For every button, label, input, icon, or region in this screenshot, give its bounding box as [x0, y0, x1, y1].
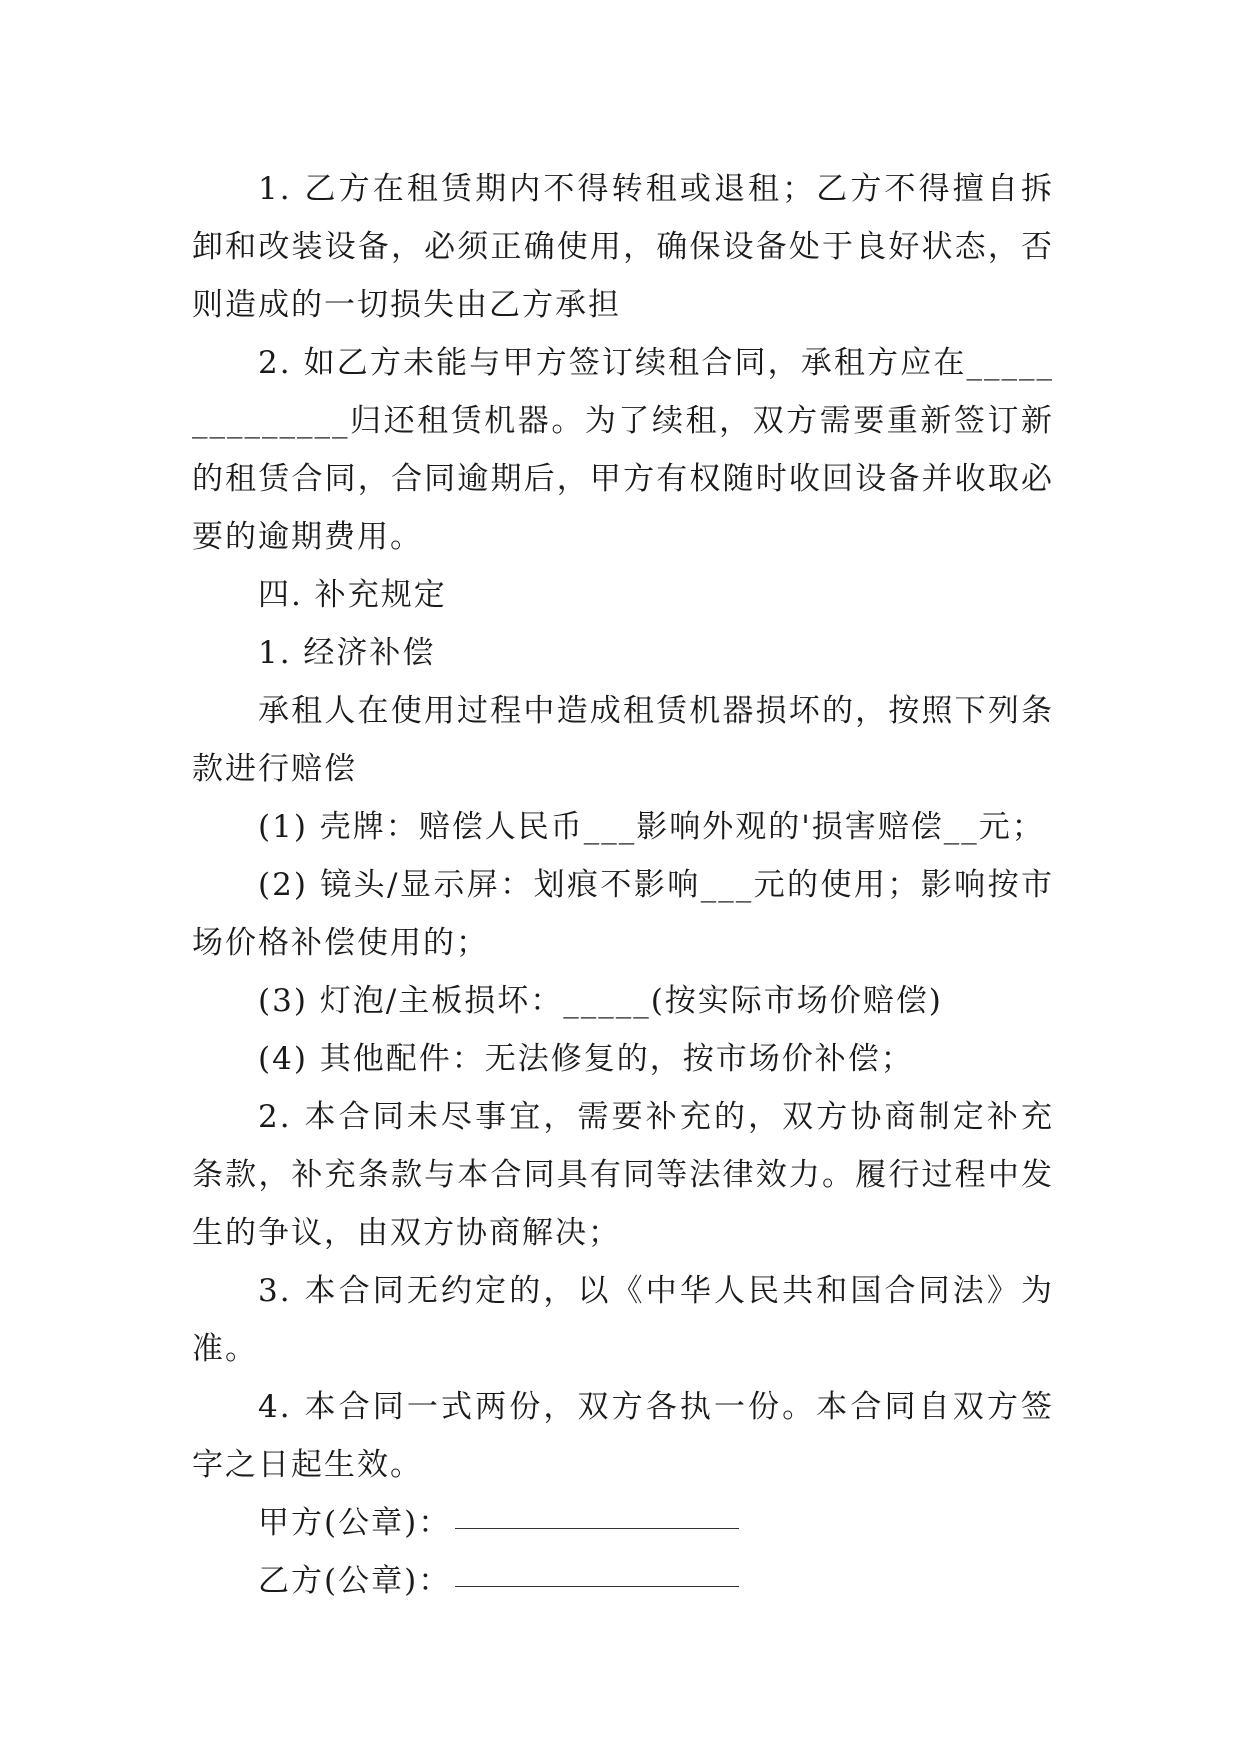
signature-party-a [192, 1494, 1054, 1552]
compensation-item: (2) 镜头/显示屏：划痕不影响___元的使用；影响按市场价格补偿使用的； [192, 867, 1054, 961]
clause-governing-law: 3. 本合同无约定的，以《中华人民共和国合同法》为准。 [192, 1273, 1054, 1367]
clause-copies: 4. 本合同一式两份，双方各执一份。本合同自双方签字之日起生效。 [192, 1389, 1054, 1483]
signature-party-a-line[interactable] [455, 1528, 739, 1529]
clause-2: 2. 如乙方未能与甲方签订续租合同，承租方应在______________归还租赁机器。为了续租，双方需要重新签订新的租赁合同，合同逾期后，甲方有权随时收回设备并收取必要的逾期费用。 [192, 345, 1054, 555]
signature-party-a-label: 甲方(公章)： [258, 1505, 452, 1541]
compensation-item: (4) 其他配件：无法修复的，按市场价补偿； [258, 1041, 914, 1077]
clause-supplement: 2. 本合同未尽事宜，需要补充的，双方协商制定补充条款，补充条款与本合同具有同等法律效力。履行过程中发生的争议，由双方协商解决； [192, 1099, 1054, 1251]
compensation-item: (3) 灯泡/主板损坏：_____(按实际市场价赔偿) [258, 983, 943, 1019]
contract-page [192, 160, 1054, 1610]
signature-party-b-label: 乙方(公章)： [258, 1563, 452, 1599]
signature-party-b [192, 1552, 1054, 1610]
clause-1: 1. 乙方在租赁期内不得转租或退租；乙方不得擅自拆卸和改装设备，必须正确使用，确保设备处于良好状态，否则造成的一切损失由乙方承担 [192, 171, 1054, 323]
signature-party-b-line[interactable] [455, 1586, 739, 1587]
compensation-item: (1) 壳牌：赔偿人民币___影响外观的'损害赔偿__元； [258, 809, 1045, 845]
subsection-compensation: 1. 经济补偿 [258, 635, 436, 671]
compensation-intro: 承租人在使用过程中造成租赁机器损坏的，按照下列条款进行赔偿 [192, 693, 1054, 787]
section-heading: 四. 补充规定 [258, 577, 447, 613]
